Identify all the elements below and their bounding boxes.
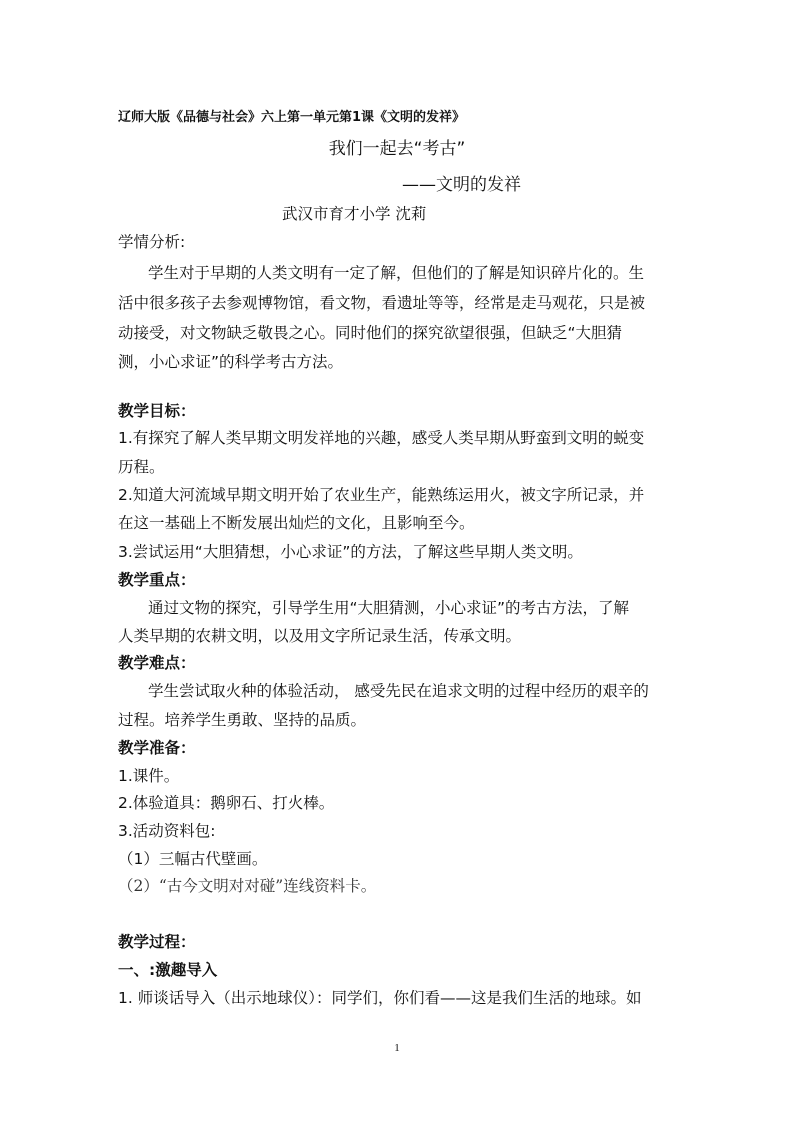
preparation-heading: 教学准备：: [118, 739, 196, 757]
key-point-line: 通过文物的探究，引导学生用“大胆猜测，小心求证”的考古方法，了解: [148, 599, 630, 617]
document-subtitle: ——文明的发祥: [402, 175, 521, 195]
goal-line: 2.知道大河流域早期文明开始了农业生产，能熟练运用火，被文字所记录，并: [118, 486, 645, 504]
preparation-line: （2）“古今文明对对碰”连线资料卡。: [118, 877, 377, 895]
goal-line: 在这一基础上不断发展出灿烂的文化，且影响至今。: [118, 514, 475, 532]
key-points-heading: 教学重点：: [118, 571, 196, 589]
course-line: 辽师大版《品德与社会》六上第一单元第1课《文明的发祥》: [118, 110, 466, 125]
goal-line: 历程。: [118, 458, 165, 476]
author-line: 武汉市育才小学 沈莉: [282, 205, 427, 223]
preparation-line: 2.体验道具：鹅卵石、打火棒。: [118, 794, 335, 812]
document-title: 我们一起去“考古”: [328, 139, 466, 159]
preparation-line: 1.课件。: [118, 767, 180, 785]
process-line: 1. 师谈话导入（出示地球仪）：同学们，你们看——这是我们生活的地球。如: [118, 989, 642, 1007]
preparation-line: （1）三幅古代壁画。: [118, 850, 268, 868]
difficulties-heading: 教学难点：: [118, 654, 196, 672]
goal-line: 3.尝试运用“大胆猜想，小心求证”的方法，了解这些早期人类文明。: [118, 543, 583, 561]
difficulty-line: 学生尝试取火种的体验活动， 感受先民在追求文明的过程中经历的艰辛的: [148, 682, 649, 700]
analysis-line: 动接受，对文物缺乏敬畏之心。同时他们的探究欲望很强，但缺乏“大胆猜: [118, 324, 623, 342]
difficulty-line: 过程。培养学生勇敢、坚持的品质。: [118, 711, 367, 729]
key-point-line: 人类早期的农耕文明，以及用文字所记录生活，传承文明。: [118, 627, 522, 645]
process-section-title: 一、:激趣导入: [118, 961, 218, 979]
analysis-line: 测，小心求证”的科学考古方法。: [118, 353, 344, 371]
analysis-line: 学生对于早期的人类文明有一定了解，但他们的了解是知识碎片化的。生: [148, 264, 645, 282]
analysis-line: 活中很多孩子去参观博物馆，看文物，看遗址等等，经常是走马观花，只是被: [118, 294, 646, 312]
page-number: 1: [394, 1042, 400, 1054]
goals-heading: 教学目标：: [118, 402, 196, 420]
goal-line: 1.有探究了解人类早期文明发祥地的兴趣，感受人类早期从野蛮到文明的蜕变: [118, 429, 645, 447]
process-heading: 教学过程：: [118, 933, 196, 951]
preparation-line: 3.活动资料包:: [118, 822, 216, 840]
analysis-heading: 学情分析:: [118, 233, 186, 251]
